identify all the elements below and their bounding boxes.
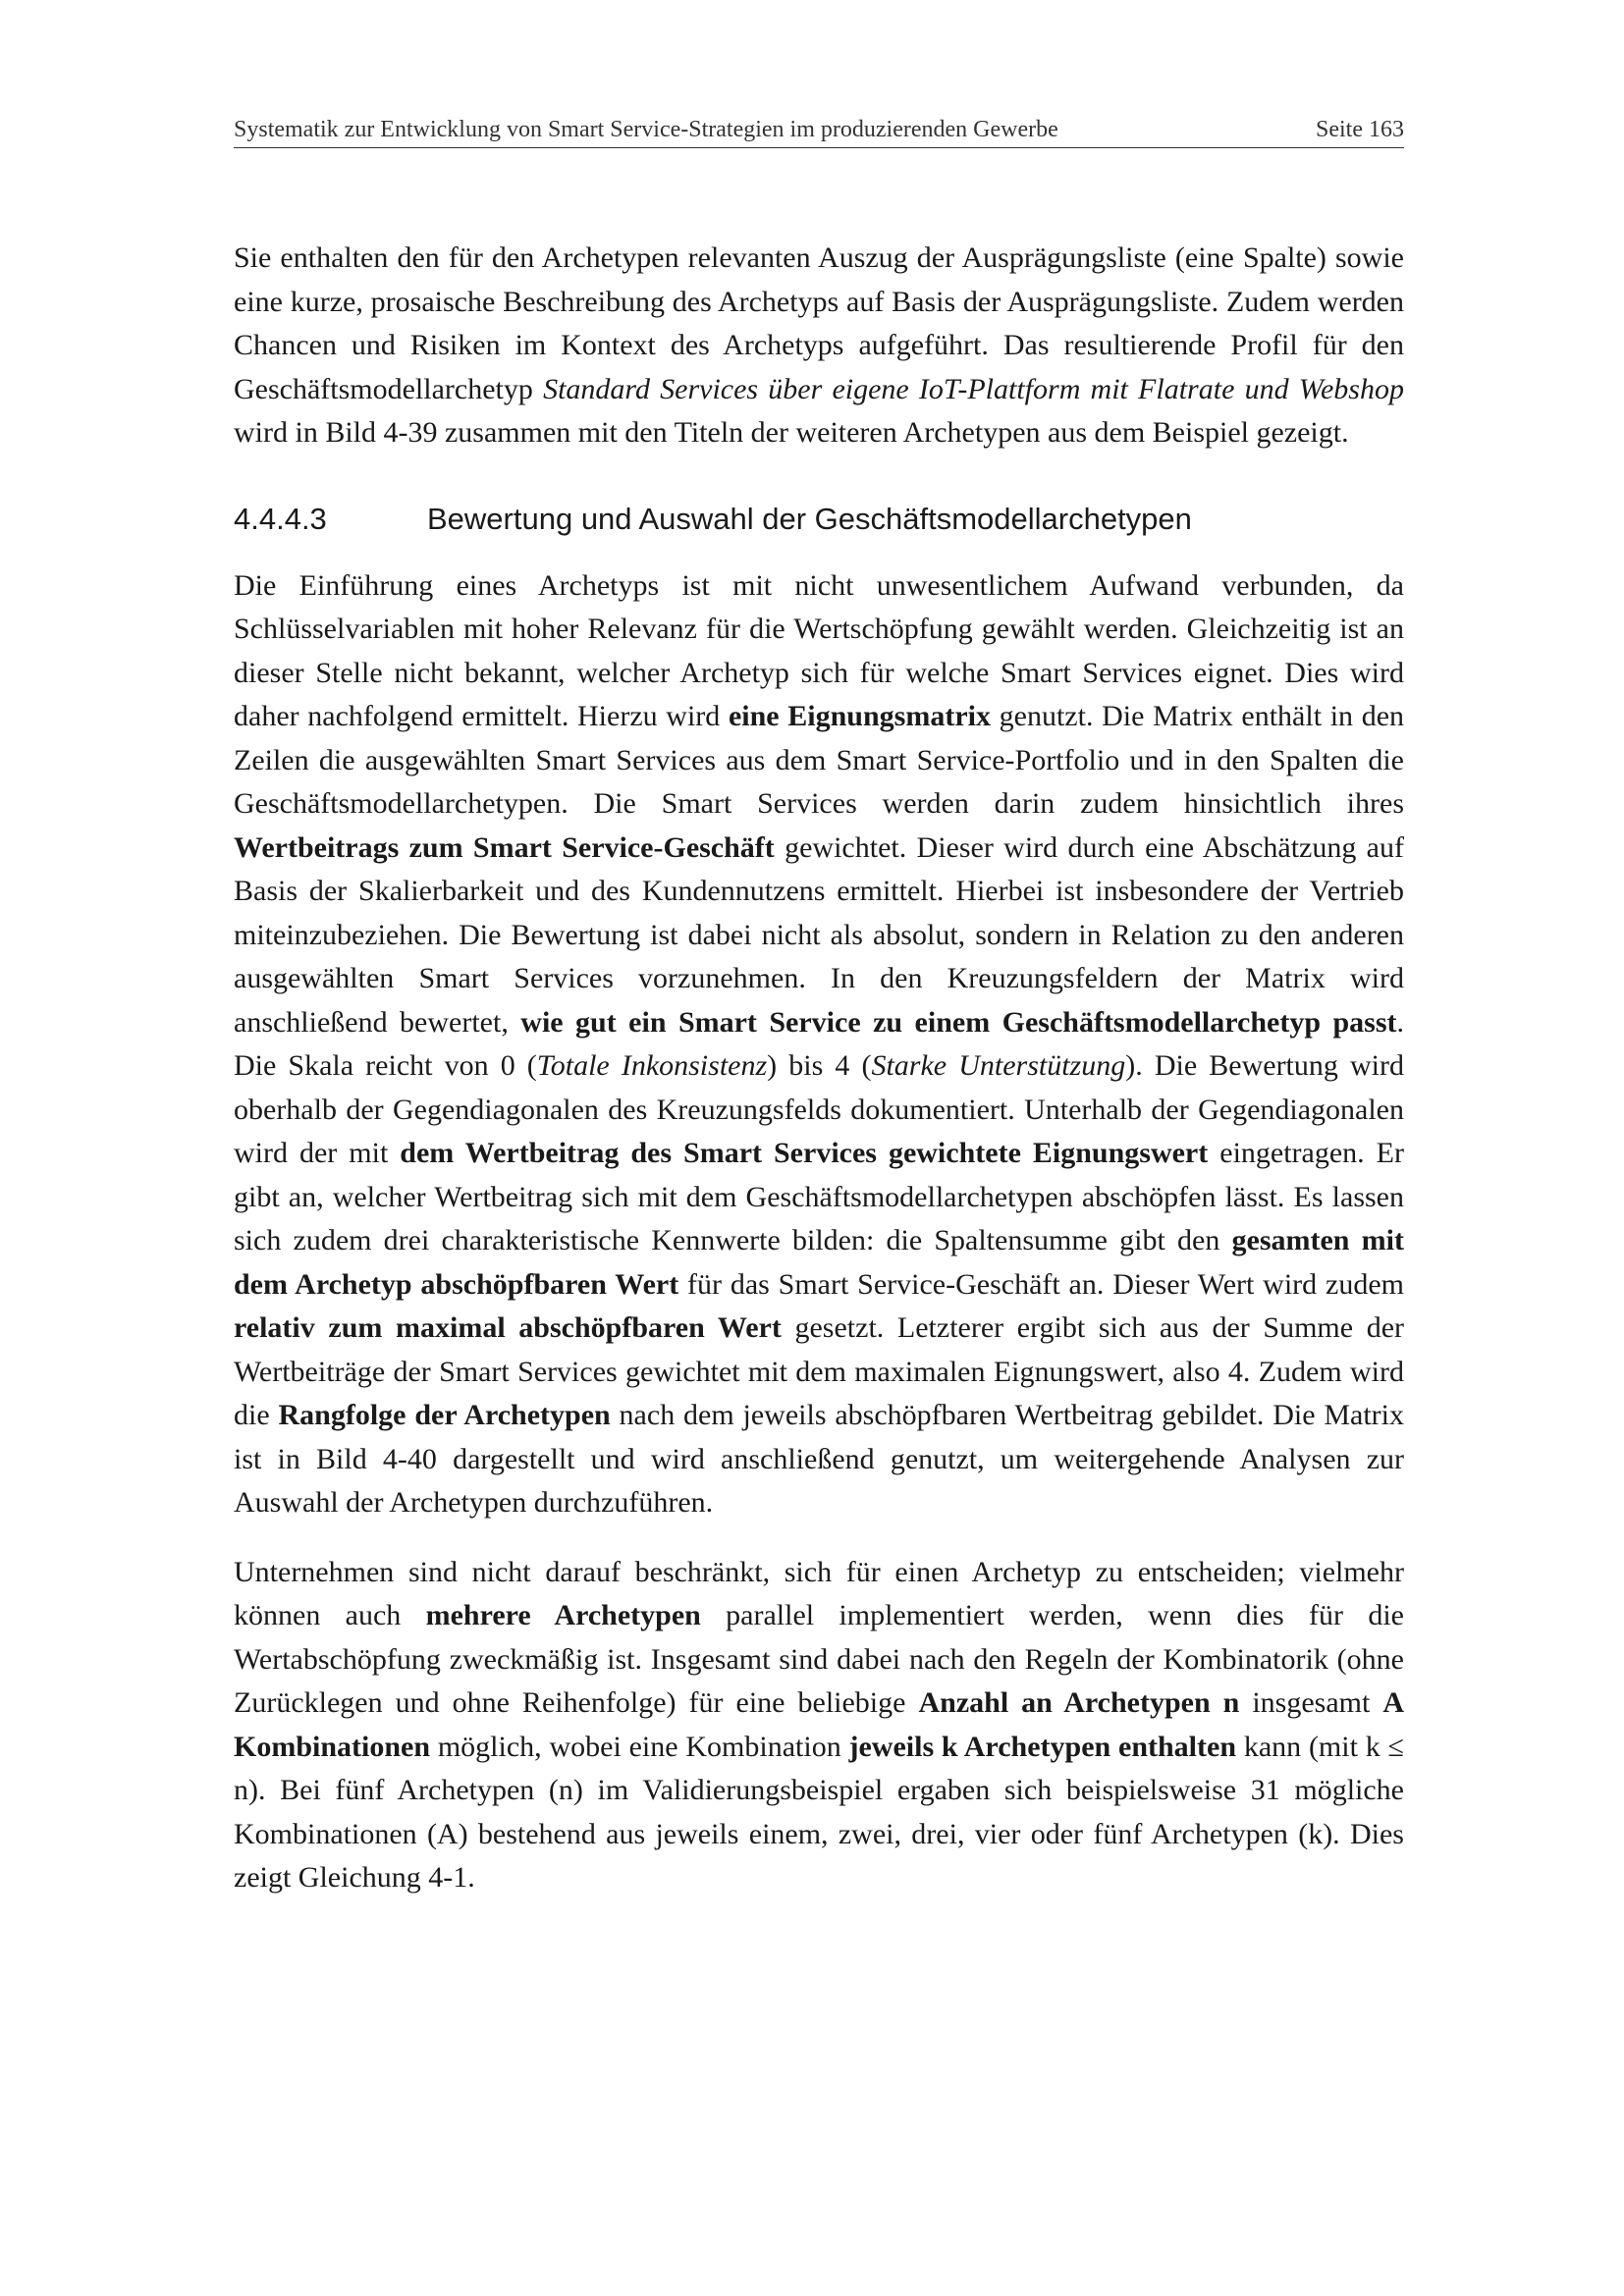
- text-span: genutzt. Die Matrix enthält in den Zeilen die ausgewählten Smart Services aus dem Smart Service-Portfolio und in den Spalten die Geschäftsmodellarchetypen. Die Smart Services werden darin zudem hinsichtlich ihres: [234, 700, 1405, 820]
- section-heading: [234, 498, 1404, 541]
- italic-span: Starke Unterstützung: [871, 1049, 1126, 1082]
- section-title: Bewertung und Auswahl der Geschäftsmodellarchetypen: [427, 501, 1192, 536]
- bold-span: dem Wertbeitrag des Smart Services gewichtete Eignungswert: [400, 1137, 1209, 1169]
- bold-span: eine Eignungsmatrix: [728, 700, 991, 732]
- bold-span: jeweils k Archetypen enthalten: [848, 1730, 1237, 1763]
- text-span: Die Einführung eines Archetyps ist mit nicht unwesentlichem Aufwand verbunden, da Schlüsselvariablen mit hoher Relevanz für die Wertschöpfung gewählt werden. Gleichzeitig ist an dieser Stelle nicht bekannt, welcher Archetyp sich für welche Smart Services eignet. Dies wird daher nachfolgend ermittelt. Hierzu wird: [234, 568, 1404, 732]
- text-span: Unternehmen sind nicht darauf beschränkt, sich für einen Archetyp zu entscheiden; vielmehr können auch: [234, 1555, 1404, 1631]
- text-span: möglich, wobei eine Kombination: [430, 1730, 849, 1763]
- paragraph-gap: [234, 1525, 1404, 1551]
- paragraph-archetype-profile: [234, 237, 1404, 455]
- text-span: kann (mit k ≤ n). Bei fünf Archetypen (n) im Validierungsbeispiel ergaben sich beispielsweise 31 mögliche Kombinationen (A) bestehend aus jeweils einem, zwei, drei, vier oder fünf Archetypen (k). Dies zeigt Gleichung 4-1.: [234, 1730, 1405, 1894]
- header-title: Systematik zur Entwicklung von Smart Service-Strategien im produzierenden Gewerbe: [234, 117, 1058, 142]
- text-span: ) bis 4 (: [767, 1049, 872, 1082]
- paragraph-eignungsmatrix: [234, 564, 1404, 1525]
- bold-span: Anzahl an Archetypen n: [918, 1686, 1240, 1719]
- page-number: Seite 163: [1316, 117, 1404, 142]
- bold-span: gesamten mit dem Archetyp abschöpfbaren Wert: [234, 1224, 1404, 1301]
- text-span: ). Die Bewertung wird oberhalb der Gegendiagonalen des Kreuzungsfelds dokumentiert. Unterhalb der Gegendiagonalen wird der mit: [234, 1049, 1404, 1169]
- bold-span: Wertbeitrags zum Smart Service-Geschäft: [234, 830, 775, 864]
- italic-span: Totale Inkonsistenz: [536, 1049, 768, 1082]
- bold-span: A Kombinationen: [234, 1686, 1404, 1763]
- bold-span: wie gut ein Smart Service zu einem Geschäftsmodellarchetyp passt: [520, 1005, 1397, 1039]
- running-header: [234, 108, 1404, 148]
- bold-span: mehrere Archetypen: [425, 1599, 701, 1631]
- bold-span: Rangfolge der Archetypen: [278, 1399, 611, 1431]
- section-number: 4.4.4.3: [234, 501, 327, 536]
- text-span: insgesamt: [1239, 1686, 1383, 1719]
- text-span: Sie enthalten den für den Archetypen relevanten Auszug der Ausprägungsliste (eine Spalte) sowie eine kurze, prosaische Beschreibung des Archetyps auf Basis der Ausprägungsliste. Zudem werden Chancen und Risiken im Kontext des Archetyps aufgeführt. Das resultierende Profil für den Geschäftsmodellarchetyp: [234, 241, 1404, 405]
- text-span: gewichtet. Dieser wird durch eine Abschätzung auf Basis der Skalierbarkeit und des Kundennutzens ermittelt. Hierbei ist insbesondere der Vertrieb miteinzubeziehen. Die Bewertung ist dabei nicht als absolut, sondern in Relation zu den anderen ausgewählten Smart Services vorzunehmen. In den Kreuzungsfeldern der Matrix wird anschließend bewertet,: [234, 830, 1404, 1039]
- text-span: wird in Bild 4-39 zusammen mit den Titeln der weiteren Archetypen aus dem Beispiel gezeigt.: [234, 416, 1349, 449]
- paragraph-kombinationen: [234, 1551, 1404, 1900]
- text-span: nach dem jeweils abschöpfbaren Wertbeitrag gebildet. Die Matrix ist in Bild 4-40 dargestellt und wird anschließend genutzt, um weitergehende Analysen zur Auswahl der Archetypen durchzuführen.: [234, 1399, 1405, 1519]
- text-span: . Die Skala reicht von 0 (: [234, 1005, 1404, 1082]
- italic-span: Standard Services über eigene IoT-Plattform mit Flatrate und Webshop: [543, 372, 1404, 405]
- text-span: parallel implementiert werden, wenn dies für die Wertabschöpfung zweckmäßig ist. Insgesamt sind dabei nach den Regeln der Kombinatorik (ohne Zurücklegen und ohne Reihenfolge) für eine beliebige: [234, 1599, 1404, 1719]
- bold-span: relativ zum maximal abschöpfbaren Wert: [234, 1311, 782, 1344]
- text-span: für das Smart Service-Geschäft an. Dieser Wert wird zudem: [678, 1267, 1404, 1301]
- text-span: gesetzt. Letzterer ergibt sich aus der Summe der Wertbeiträge der Smart Services gewichtet mit dem maximalen Eignungswert, also 4. Zudem wird die: [234, 1311, 1405, 1431]
- text-span: eingetragen. Er gibt an, welcher Wertbeitrag sich mit dem Geschäftsmodellarchetypen abschöpfen lässt. Es lassen sich zudem drei charakteristische Kennwerte bilden: die Spaltensumme gibt den: [234, 1137, 1404, 1256]
- body-text: [234, 237, 1404, 1900]
